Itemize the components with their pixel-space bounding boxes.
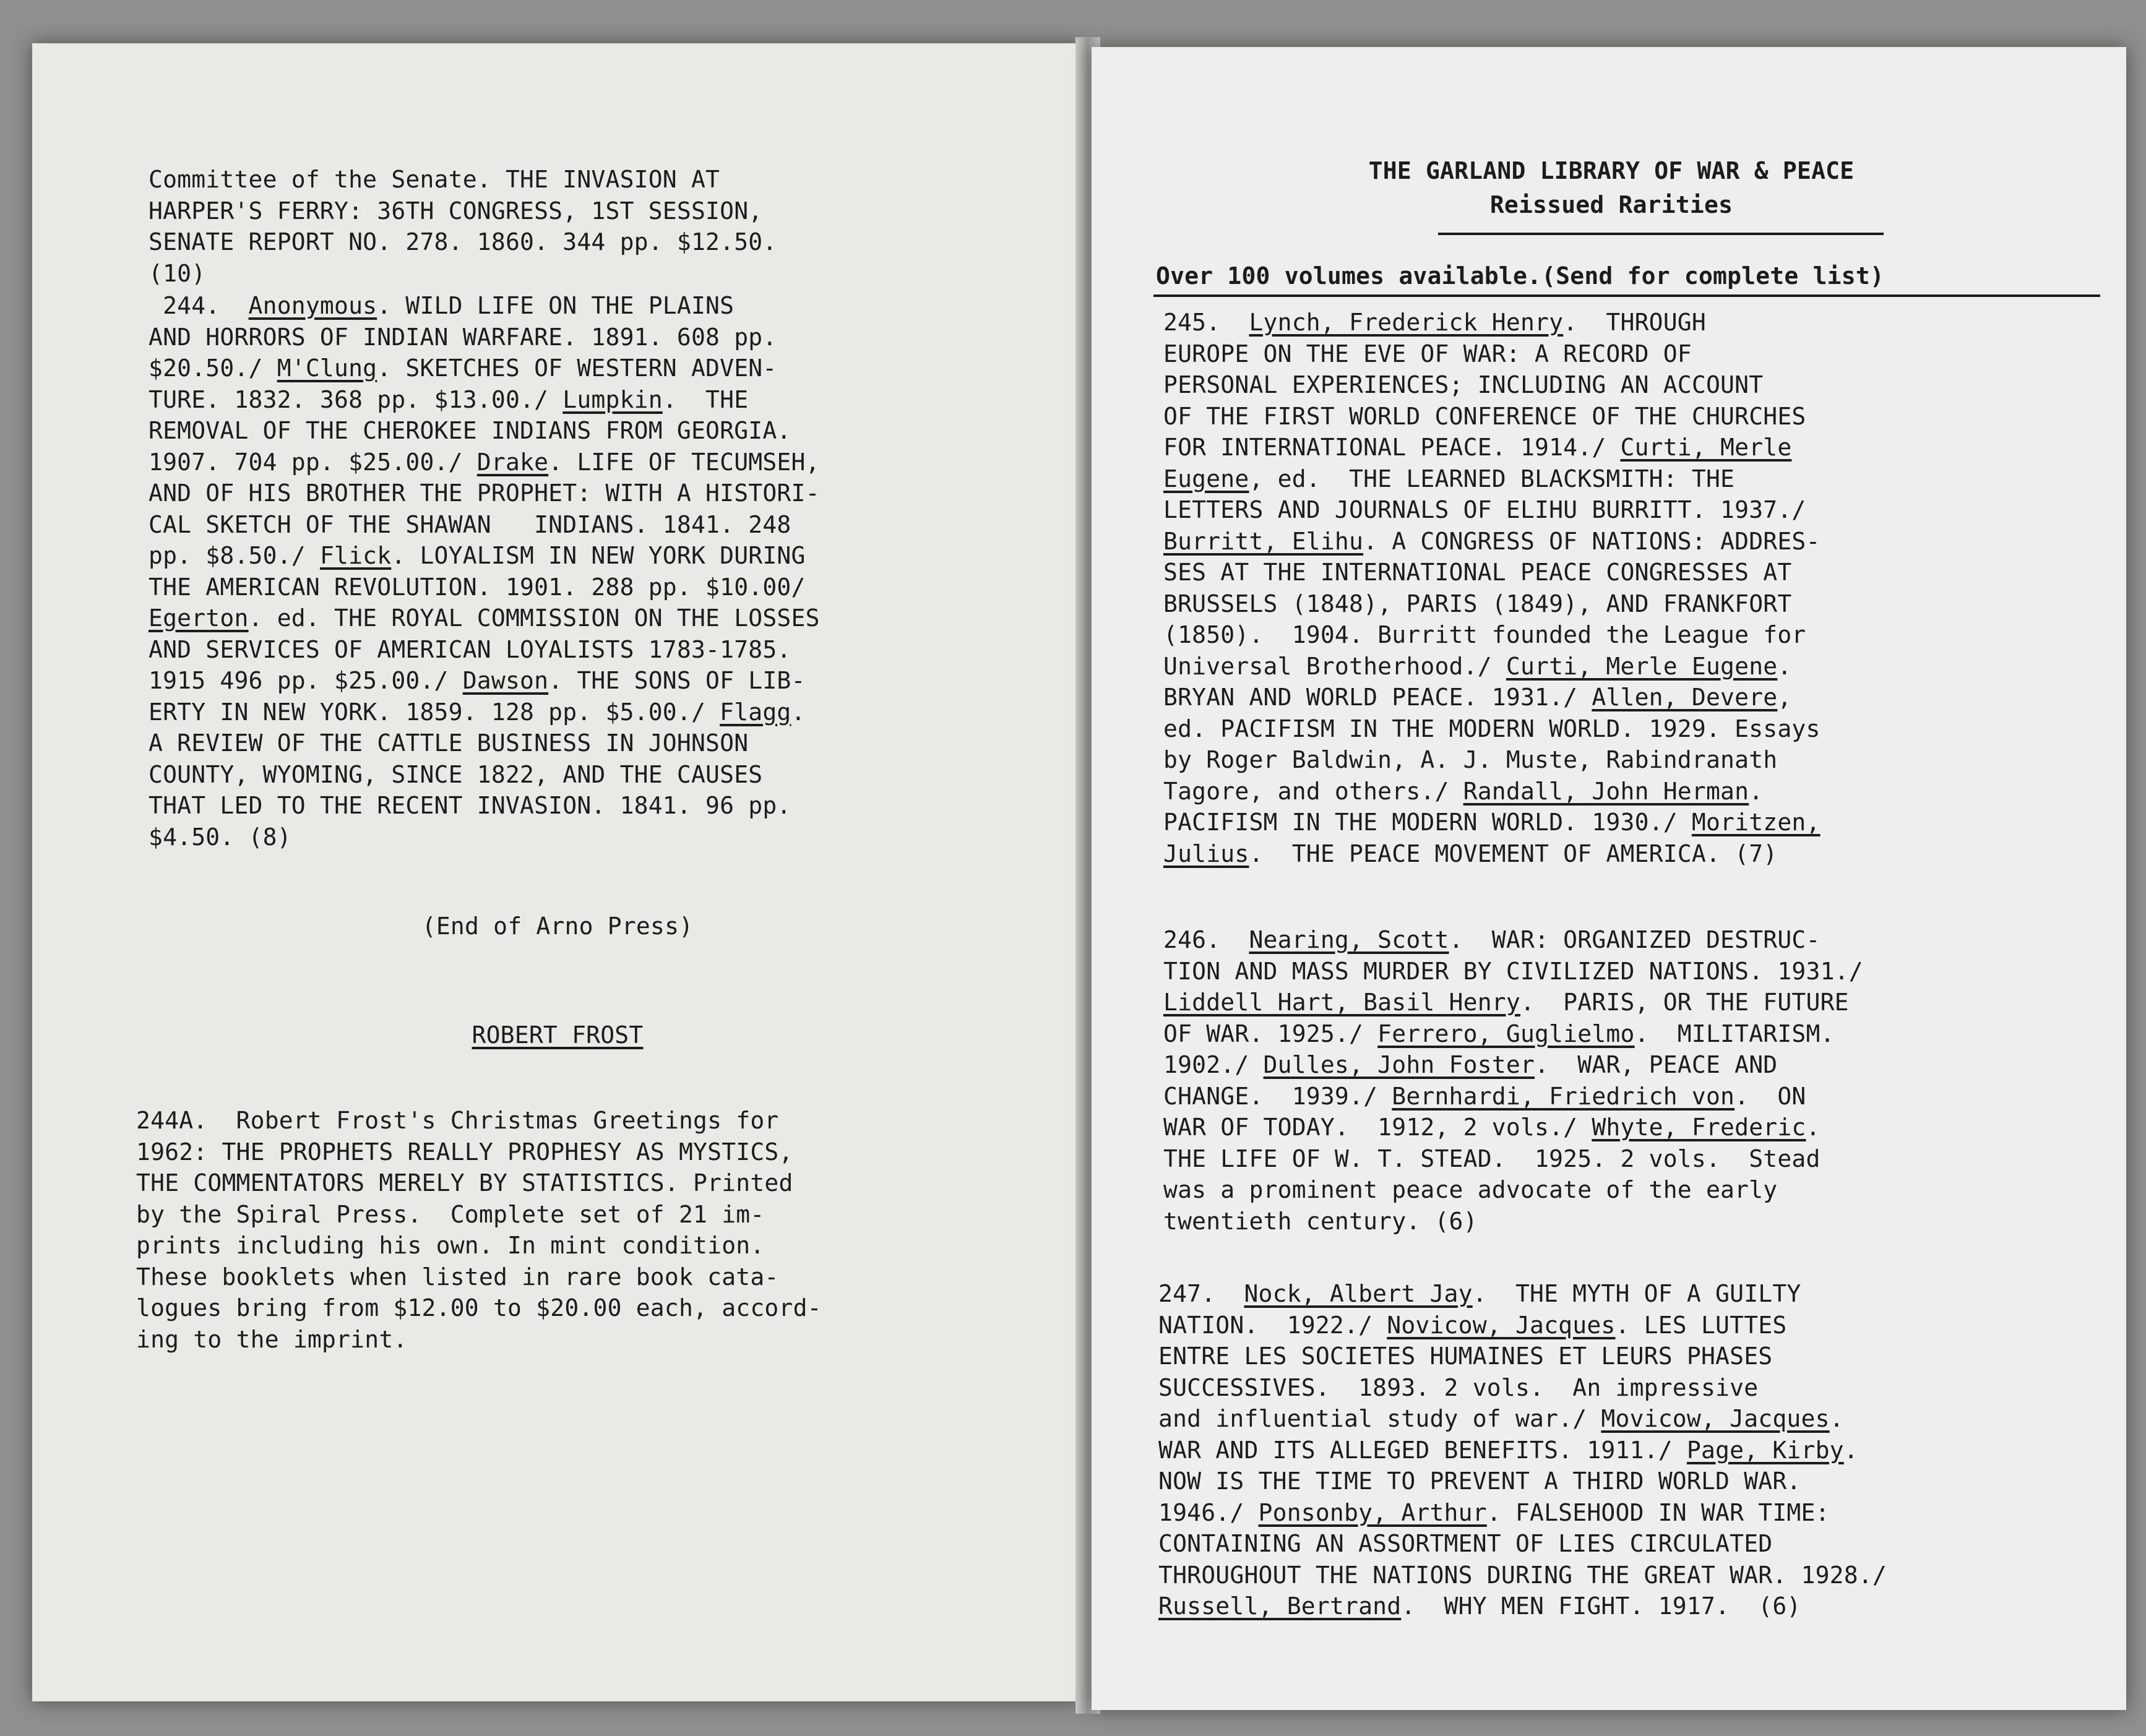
line-text: . THE SONS OF LIB-	[548, 667, 806, 694]
underlined-author-name: Dulles, John Foster	[1263, 1051, 1535, 1078]
text-line	[1163, 838, 1821, 870]
line-text: by Roger Baldwin, A. J. Muste, Rabindranath	[1163, 746, 1778, 773]
line-text: REMOVAL OF THE CHEROKEE INDIANS FROM GEORGIA.	[149, 417, 791, 444]
line-text: . PARIS, OR THE FUTURE	[1520, 989, 1849, 1016]
line-text: AND SERVICES OF AMERICAN LOYALISTS 1783-1785.	[149, 635, 791, 663]
text-line	[136, 1137, 822, 1168]
text-line	[1163, 338, 1821, 370]
line-text: prints including his own. In mint condition.	[136, 1232, 765, 1259]
text-line	[1163, 1143, 1863, 1175]
line-text: Tagore, and others./	[1163, 777, 1463, 805]
line-text: . WHY MEN FIGHT. 1917. (6)	[1401, 1592, 1801, 1620]
line-text: CONTAINING AN ASSORTMENT OF LIES CIRCULATED	[1158, 1530, 1773, 1557]
underlined-author-name: Eugene	[1163, 465, 1249, 492]
text-line	[1163, 307, 1821, 338]
text-line	[1158, 1372, 1887, 1404]
text-line	[149, 728, 820, 759]
underlined-author-name: Bernhardi, Friedrich von	[1392, 1082, 1735, 1110]
line-text: . ON	[1734, 1082, 1806, 1110]
underlined-author-name: Julius	[1163, 840, 1249, 867]
line-text: ENTRE LES SOCIETES HUMAINES ET LEURS PHASES	[1158, 1343, 1773, 1370]
line-text: OF THE FIRST WORLD CONFERENCE OF THE CHURCHES	[1163, 402, 1806, 430]
line-text: .	[1829, 1405, 1844, 1432]
text-line	[1163, 1018, 1863, 1050]
text-line	[136, 1292, 822, 1324]
line-text: . WAR: ORGANIZED DESTRUC-	[1449, 926, 1821, 953]
line-text: HARPER'S FERRY: 36TH CONGRESS, 1ST SESSION,	[149, 197, 763, 225]
text-line	[1163, 557, 1821, 588]
line-text: OF WAR. 1925./	[1163, 1020, 1378, 1047]
underlined-author-name: Moritzen,	[1691, 809, 1821, 836]
underlined-author-name: Nock, Albert Jay	[1244, 1280, 1473, 1307]
text-line	[1163, 924, 1863, 956]
text-line	[1163, 651, 1821, 682]
text-line	[1163, 463, 1821, 495]
text-line	[1163, 713, 1821, 745]
series-subtitle: Reissued Rarities	[1489, 191, 1733, 218]
text-line	[1163, 619, 1821, 651]
underlined-author-name: Lynch, Frederick Henry	[1249, 309, 1564, 336]
line-text: AND OF HIS BROTHER THE PROPHET: WITH A HISTORI-	[149, 479, 820, 507]
line-text: THE COMMENTATORS MERELY BY STATISTICS. Printed	[136, 1169, 793, 1197]
line-text: (1850). 1904. Burritt founded the League for	[1163, 621, 1806, 648]
text-line	[1158, 1310, 1887, 1341]
underlined-author-name: Drake	[476, 448, 549, 476]
line-text: 246.	[1163, 926, 1249, 953]
line-text: Universal Brotherhood./	[1163, 652, 1506, 680]
text-line	[136, 1167, 822, 1199]
line-text: .	[791, 698, 806, 726]
line-text: 1915 496 pp. $25.00./	[149, 667, 463, 694]
underlined-author-name: Curti, Merle Eugene	[1506, 652, 1778, 680]
line-text: . WAR, PEACE AND	[1535, 1051, 1778, 1078]
text-line	[1158, 1278, 1887, 1310]
text-line	[1163, 776, 1821, 807]
line-text: NATION. 1922./	[1158, 1311, 1387, 1339]
line-text: FOR INTERNATIONAL PEACE. 1914./	[1163, 434, 1621, 461]
line-text: THE AMERICAN REVOLUTION. 1901. 288 pp. $10.00/	[149, 573, 806, 601]
underlined-author-name: Egerton	[149, 604, 249, 632]
text-line	[149, 509, 820, 541]
line-text: THROUGHOUT THE NATIONS DURING THE GREAT WAR. 1928./	[1158, 1561, 1887, 1589]
text-line	[1158, 1528, 1887, 1560]
end-of-arno-press-note: (End of Arno Press)	[421, 913, 694, 940]
line-text: . WILD LIFE ON THE PLAINS	[377, 292, 735, 319]
line-text: CAL SKETCH OF THE SHAWAN INDIANS. 1841. 248	[149, 510, 791, 538]
underlined-author-name: Anonymous	[248, 292, 377, 319]
text-line	[1158, 1497, 1887, 1529]
text-line	[149, 790, 820, 822]
line-text: . LIFE OF TECUMSEH,	[548, 448, 820, 476]
line-text: TURE. 1832. 368 pp. $13.00./	[149, 385, 563, 413]
line-text: , ed. THE LEARNED BLACKSMITH: THE	[1249, 465, 1735, 492]
underlined-author-name: Lumpkin	[562, 385, 663, 413]
line-text: ,	[1777, 684, 1792, 711]
line-text: TION AND MASS MURDER BY CIVILIZED NATIONS. 1931./	[1163, 957, 1863, 985]
line-text: PERSONAL EXPERIENCES; INCLUDING AN ACCOUNT	[1163, 371, 1764, 398]
text-line	[149, 226, 777, 258]
text-line	[1158, 1560, 1887, 1591]
underlined-author-name: Flagg	[720, 698, 791, 726]
line-text: WAR AND ITS ALLEGED BENEFITS. 1911./	[1158, 1436, 1687, 1464]
text-line	[136, 1199, 822, 1231]
line-text: CHANGE. 1939./	[1163, 1082, 1392, 1110]
line-text: EUROPE ON THE EVE OF WAR: A RECORD OF	[1163, 340, 1692, 367]
line-text: A REVIEW OF THE CATTLE BUSINESS IN JOHNSON	[149, 729, 749, 757]
text-line	[136, 1230, 822, 1261]
text-line	[149, 634, 820, 666]
text-line	[149, 665, 820, 697]
underlined-author-name: Curti, Merle	[1620, 434, 1792, 461]
text-line	[1163, 494, 1821, 526]
text-line	[149, 164, 777, 196]
text-line	[1163, 956, 1863, 987]
line-text: by the Spiral Press. Complete set of 21 im-	[136, 1200, 765, 1228]
entry-245	[1163, 307, 1821, 869]
line-text: SES AT THE INTERNATIONAL PEACE CONGRESSES AT	[1163, 559, 1792, 586]
text-line	[149, 540, 820, 572]
line-text: .	[1777, 652, 1792, 680]
line-text: . THE PEACE MOVEMENT OF AMERICA. (7)	[1249, 840, 1778, 867]
text-line	[136, 1105, 822, 1137]
text-line	[149, 822, 820, 853]
line-text: Committee of the Senate. THE INVASION AT	[149, 166, 720, 193]
text-line	[1163, 401, 1821, 432]
line-text: (10)	[149, 259, 206, 287]
text-line	[1163, 1174, 1863, 1206]
text-line	[149, 478, 820, 509]
underlined-author-name: Ferrero, Guglielmo	[1377, 1020, 1635, 1047]
line-text: $20.50./	[149, 355, 277, 382]
text-line	[136, 1324, 822, 1356]
line-text: . THROUGH	[1563, 309, 1706, 336]
text-line	[1163, 987, 1863, 1018]
line-text: . SKETCHES OF WESTERN ADVEN-	[377, 355, 777, 382]
text-line	[1158, 1341, 1887, 1372]
underlined-author-name: M'Clung	[277, 355, 377, 382]
underlined-author-name: Movicow, Jacques	[1601, 1405, 1830, 1432]
text-line	[1163, 1206, 1863, 1237]
underlined-author-name: Page, Kirby	[1686, 1436, 1844, 1464]
line-text: ing to the imprint.	[136, 1325, 408, 1353]
line-text: ERTY IN NEW YORK. 1859. 128 pp. $5.00./	[149, 698, 720, 726]
line-text: COUNTY, WYOMING, SINCE 1822, AND THE CAUSES	[149, 760, 763, 788]
header-rule	[1438, 233, 1884, 235]
line-text: BRUSSELS (1848), PARIS (1849), AND FRANKFORT	[1163, 590, 1792, 617]
line-text: . LES LUTTES	[1615, 1311, 1787, 1339]
text-line	[1163, 588, 1821, 620]
text-line	[149, 353, 820, 384]
text-line	[1163, 744, 1821, 776]
line-text: 244.	[149, 292, 249, 319]
text-line	[1163, 432, 1821, 463]
series-title: THE GARLAND LIBRARY OF WAR & PEACE	[1368, 157, 1855, 184]
text-line	[1163, 682, 1821, 713]
line-text: . ed. THE ROYAL COMMISSION ON THE LOSSES	[248, 604, 820, 632]
line-text: . A CONGRESS OF NATIONS: ADDRES-	[1363, 527, 1821, 555]
line-text: .	[1843, 1436, 1858, 1464]
text-line	[149, 759, 820, 791]
text-line	[149, 415, 820, 447]
text-line	[149, 572, 820, 603]
underlined-author-name: Allen, Devere	[1592, 684, 1778, 711]
entry-247	[1158, 1278, 1887, 1622]
line-text: twentieth century. (6)	[1163, 1207, 1478, 1235]
text-line	[149, 447, 820, 478]
entry-244a	[136, 1105, 822, 1355]
line-text: and influential study of war./	[1158, 1405, 1601, 1432]
line-text: WAR OF TODAY. 1912, 2 vols./	[1163, 1114, 1592, 1141]
underlined-author-name: Novicow, Jacques	[1387, 1311, 1616, 1339]
text-line	[149, 196, 777, 227]
left-intro	[149, 164, 777, 289]
underlined-author-name: Ponsonby, Arthur	[1258, 1498, 1487, 1526]
entry-246	[1163, 924, 1863, 1237]
line-text: $4.50. (8)	[149, 823, 291, 851]
line-text: 1907. 704 pp. $25.00./	[149, 448, 477, 476]
line-text: pp. $8.50./	[149, 542, 320, 569]
line-text: 245.	[1163, 309, 1249, 336]
line-text: was a prominent peace advocate of the early	[1163, 1176, 1778, 1203]
line-text: BRYAN AND WORLD PEACE. 1931./	[1163, 684, 1592, 711]
text-line	[1163, 1081, 1863, 1112]
line-text: AND HORRORS OF INDIAN WARFARE. 1891. 608 pp.	[149, 323, 777, 351]
underlined-author-name: Randall, John Herman	[1463, 777, 1749, 805]
text-line	[1163, 807, 1821, 838]
underlined-author-name: Liddell Hart, Basil Henry	[1163, 989, 1520, 1016]
right-page	[1092, 47, 2126, 1710]
text-line	[149, 603, 820, 634]
line-text: THE LIFE OF W. T. STEAD. 1925. 2 vols. Stead	[1163, 1145, 1821, 1172]
left-page	[32, 43, 1083, 1701]
line-text: SUCCESSIVES. 1893. 2 vols. An impressive	[1158, 1373, 1759, 1401]
text-line	[149, 384, 820, 416]
text-line	[1158, 1403, 1887, 1435]
line-text: PACIFISM IN THE MODERN WORLD. 1930./	[1163, 809, 1692, 836]
line-text: . THE MYTH OF A GUILTY	[1472, 1280, 1801, 1307]
entry-244	[149, 290, 820, 853]
text-line	[136, 1261, 822, 1293]
underlined-author-name: Dawson	[462, 667, 549, 694]
line-text: 247.	[1158, 1280, 1244, 1307]
line-text: .	[1806, 1114, 1821, 1141]
line-text: 244A. Robert Frost's Christmas Greetings for	[136, 1107, 779, 1134]
underlined-author-name: Flick	[319, 542, 392, 569]
text-line	[149, 697, 820, 728]
line-text: LETTERS AND JOURNALS OF ELIHU BURRITT. 1937./	[1163, 496, 1806, 523]
line-text: logues bring from $12.00 to $20.00 each, accord-	[136, 1294, 822, 1321]
line-text: . MILITARISM.	[1634, 1020, 1835, 1047]
text-line	[1158, 1435, 1887, 1466]
line-text: ed. PACIFISM IN THE MODERN WORLD. 1929. Essays	[1163, 715, 1821, 742]
text-line	[1163, 1112, 1863, 1143]
text-line	[149, 258, 777, 290]
line-text: . THE	[662, 385, 749, 413]
line-text: .	[1749, 777, 1764, 805]
line-text: These booklets when listed in rare book cata-	[136, 1263, 779, 1291]
line-text: SENATE REPORT NO. 278. 1860. 344 pp. $12.50.	[149, 228, 777, 256]
availability-rule	[1153, 294, 2100, 297]
line-text: NOW IS THE TIME TO PREVENT A THIRD WORLD WAR.	[1158, 1467, 1801, 1495]
line-text: . FALSEHOOD IN WAR TIME:	[1486, 1498, 1830, 1526]
availability-note: Over 100 volumes available.(Send for complete list)	[1156, 262, 1884, 290]
line-text: 1946./	[1158, 1498, 1259, 1526]
text-line	[1158, 1466, 1887, 1497]
line-text: 1902./	[1163, 1051, 1264, 1078]
underlined-author-name: Whyte, Frederic	[1592, 1114, 1806, 1141]
underlined-author-name: Nearing, Scott	[1249, 926, 1449, 953]
underlined-author-name: Burritt, Elihu	[1163, 527, 1364, 555]
line-text: THAT LED TO THE RECENT INVASION. 1841. 96 pp.	[149, 792, 791, 819]
underlined-author-name: Russell, Bertrand	[1158, 1592, 1402, 1620]
line-text: . LOYALISM IN NEW YORK DURING	[391, 542, 806, 569]
robert-frost-heading: ROBERT FROST	[472, 1021, 644, 1049]
text-line	[1163, 1049, 1863, 1081]
text-line	[149, 322, 820, 353]
text-line	[1158, 1591, 1887, 1622]
line-text: 1962: THE PROPHETS REALLY PROPHESY AS MYSTICS,	[136, 1138, 793, 1166]
text-line	[1163, 526, 1821, 557]
text-line	[1163, 369, 1821, 401]
text-line	[149, 290, 820, 322]
